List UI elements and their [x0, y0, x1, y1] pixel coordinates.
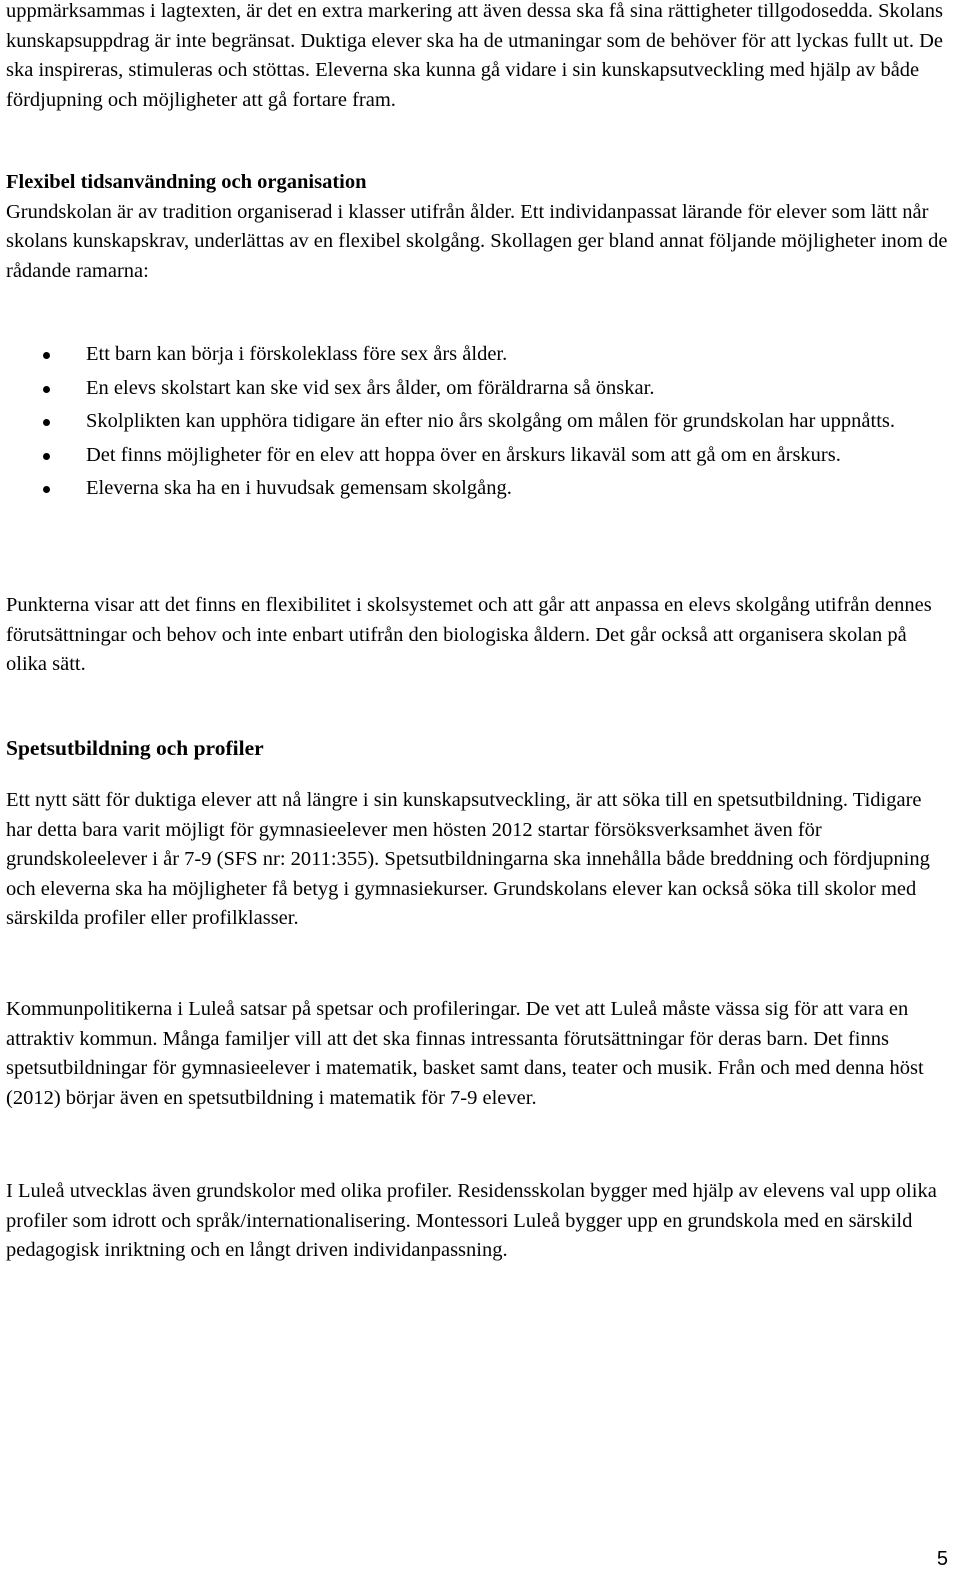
- bullet-item: Skolplikten kan upphöra tidigare än efter nio års skolgång om målen för grundskolan har uppnåtts.: [6, 407, 950, 437]
- conclusion-paragraph: Punkterna visar att det finns en flexibilitet i skolsystemet och att går att anpassa en elevs skolgång utifrån dennes förutsättningar och behov och inte enbart utifrån den biologiska åldern. Det går också att organisera skolan på olika sätt.: [6, 594, 932, 675]
- bullet-dot-icon: [43, 486, 50, 493]
- bullet-dot-icon: [43, 419, 50, 426]
- section-heading-spets: Spetsutbildning och profiler: [6, 736, 264, 760]
- section-intro-flexibel: Grundskolan är av tradition organiserad i klasser utifrån ålder. Ett individanpassat lärande för elever som lätt når skolans kunskapskrav, underlättas av en flexibel skolgång. Skollagen ger bland annat följande möjligheter inom de rådande ramarna:: [6, 200, 948, 282]
- spets-paragraph-3-wrapper: [6, 1177, 950, 1266]
- bullet-item: En elevs skolstart kan ske vid sex års ålder, om föräldrarna så önskar.: [6, 374, 950, 404]
- bullet-dot-icon: [43, 386, 50, 393]
- spets-paragraph-1-wrapper: [6, 786, 950, 934]
- bullet-item: Eleverna ska ha en i huvudsak gemensam skolgång.: [6, 474, 950, 504]
- spets-paragraph-2-wrapper: [6, 995, 950, 1113]
- bullet-item: Ett barn kan börja i förskoleklass före sex års ålder.: [6, 340, 950, 370]
- spets-paragraph-1: Ett nytt sätt för duktiga elever att nå längre i sin kunskapsutveckling, är att söka till en spetsutbildning. Tidigare har detta bara varit möjligt för gymnasieelever men hösten 2012 startar försöksverksamhet även för grundskoleelever i år 7-9 (SFS nr: 2011:355). Spetsutbildningarna ska innehålla både breddning och fördjupning och eleverna ska ha möjligheter få betyg i gymnasiekurser. Grundskolans elever kan också söka till skolor med särskilda profiler eller profilklasser.: [6, 789, 930, 929]
- page-number: 5: [936, 1548, 948, 1570]
- bullet-dot-icon: [43, 352, 50, 359]
- section-flexibel: [6, 168, 950, 286]
- bullet-list-wrapper: [6, 340, 950, 508]
- bullet-dot-icon: [43, 453, 50, 460]
- spets-paragraph-3: I Luleå utvecklas även grundskolor med olika profiler. Residensskolan bygger med hjälp av elevens val upp olika profiler som idrott och språk/internationalisering. Montessori Luleå bygger upp en grundskola med en särskild pedagogisk inriktning och en långt driven individanpassning.: [6, 1180, 937, 1261]
- section-conclusion: [6, 591, 950, 680]
- spets-paragraph-2: Kommunpolitikerna i Luleå satsar på spetsar och profileringar. De vet att Luleå måste vässa sig för att vara en attraktiv kommun. Många familjer vill att det ska finnas intressanta förutsättningar för deras barn. Det finns spetsutbildningar för gymnasieelever i matematik, basket samt dans, teater och musik. Från och med denna höst (2012) börjar även en spetsutbildning i matematik för 7-9 elever.: [6, 998, 924, 1109]
- top-paragraph: uppmärksammas i lagtexten, är det en extra markering att även dessa ska få sina rättigheter tillgodosedda. Skolans kunskapsuppdrag är inte begränsat. Duktiga elever ska ha de utmaningar som de behöver för att lyckas fullt ut. De ska inspireras, stimuleras och stöttas. Eleverna ska kunna gå vidare i sin kunskapsutveckling med hjälp av både fördjupning och möjligheter att gå fortare fram.: [6, 0, 944, 111]
- section-heading-flexibel: Flexibel tidsanvändning och organisation: [6, 171, 367, 193]
- bullet-item: Det finns möjligheter för en elev att hoppa över en årskurs likaväl som att gå om en årskurs.: [6, 441, 950, 471]
- bullet-list: [6, 340, 950, 504]
- section-spets: [6, 733, 950, 763]
